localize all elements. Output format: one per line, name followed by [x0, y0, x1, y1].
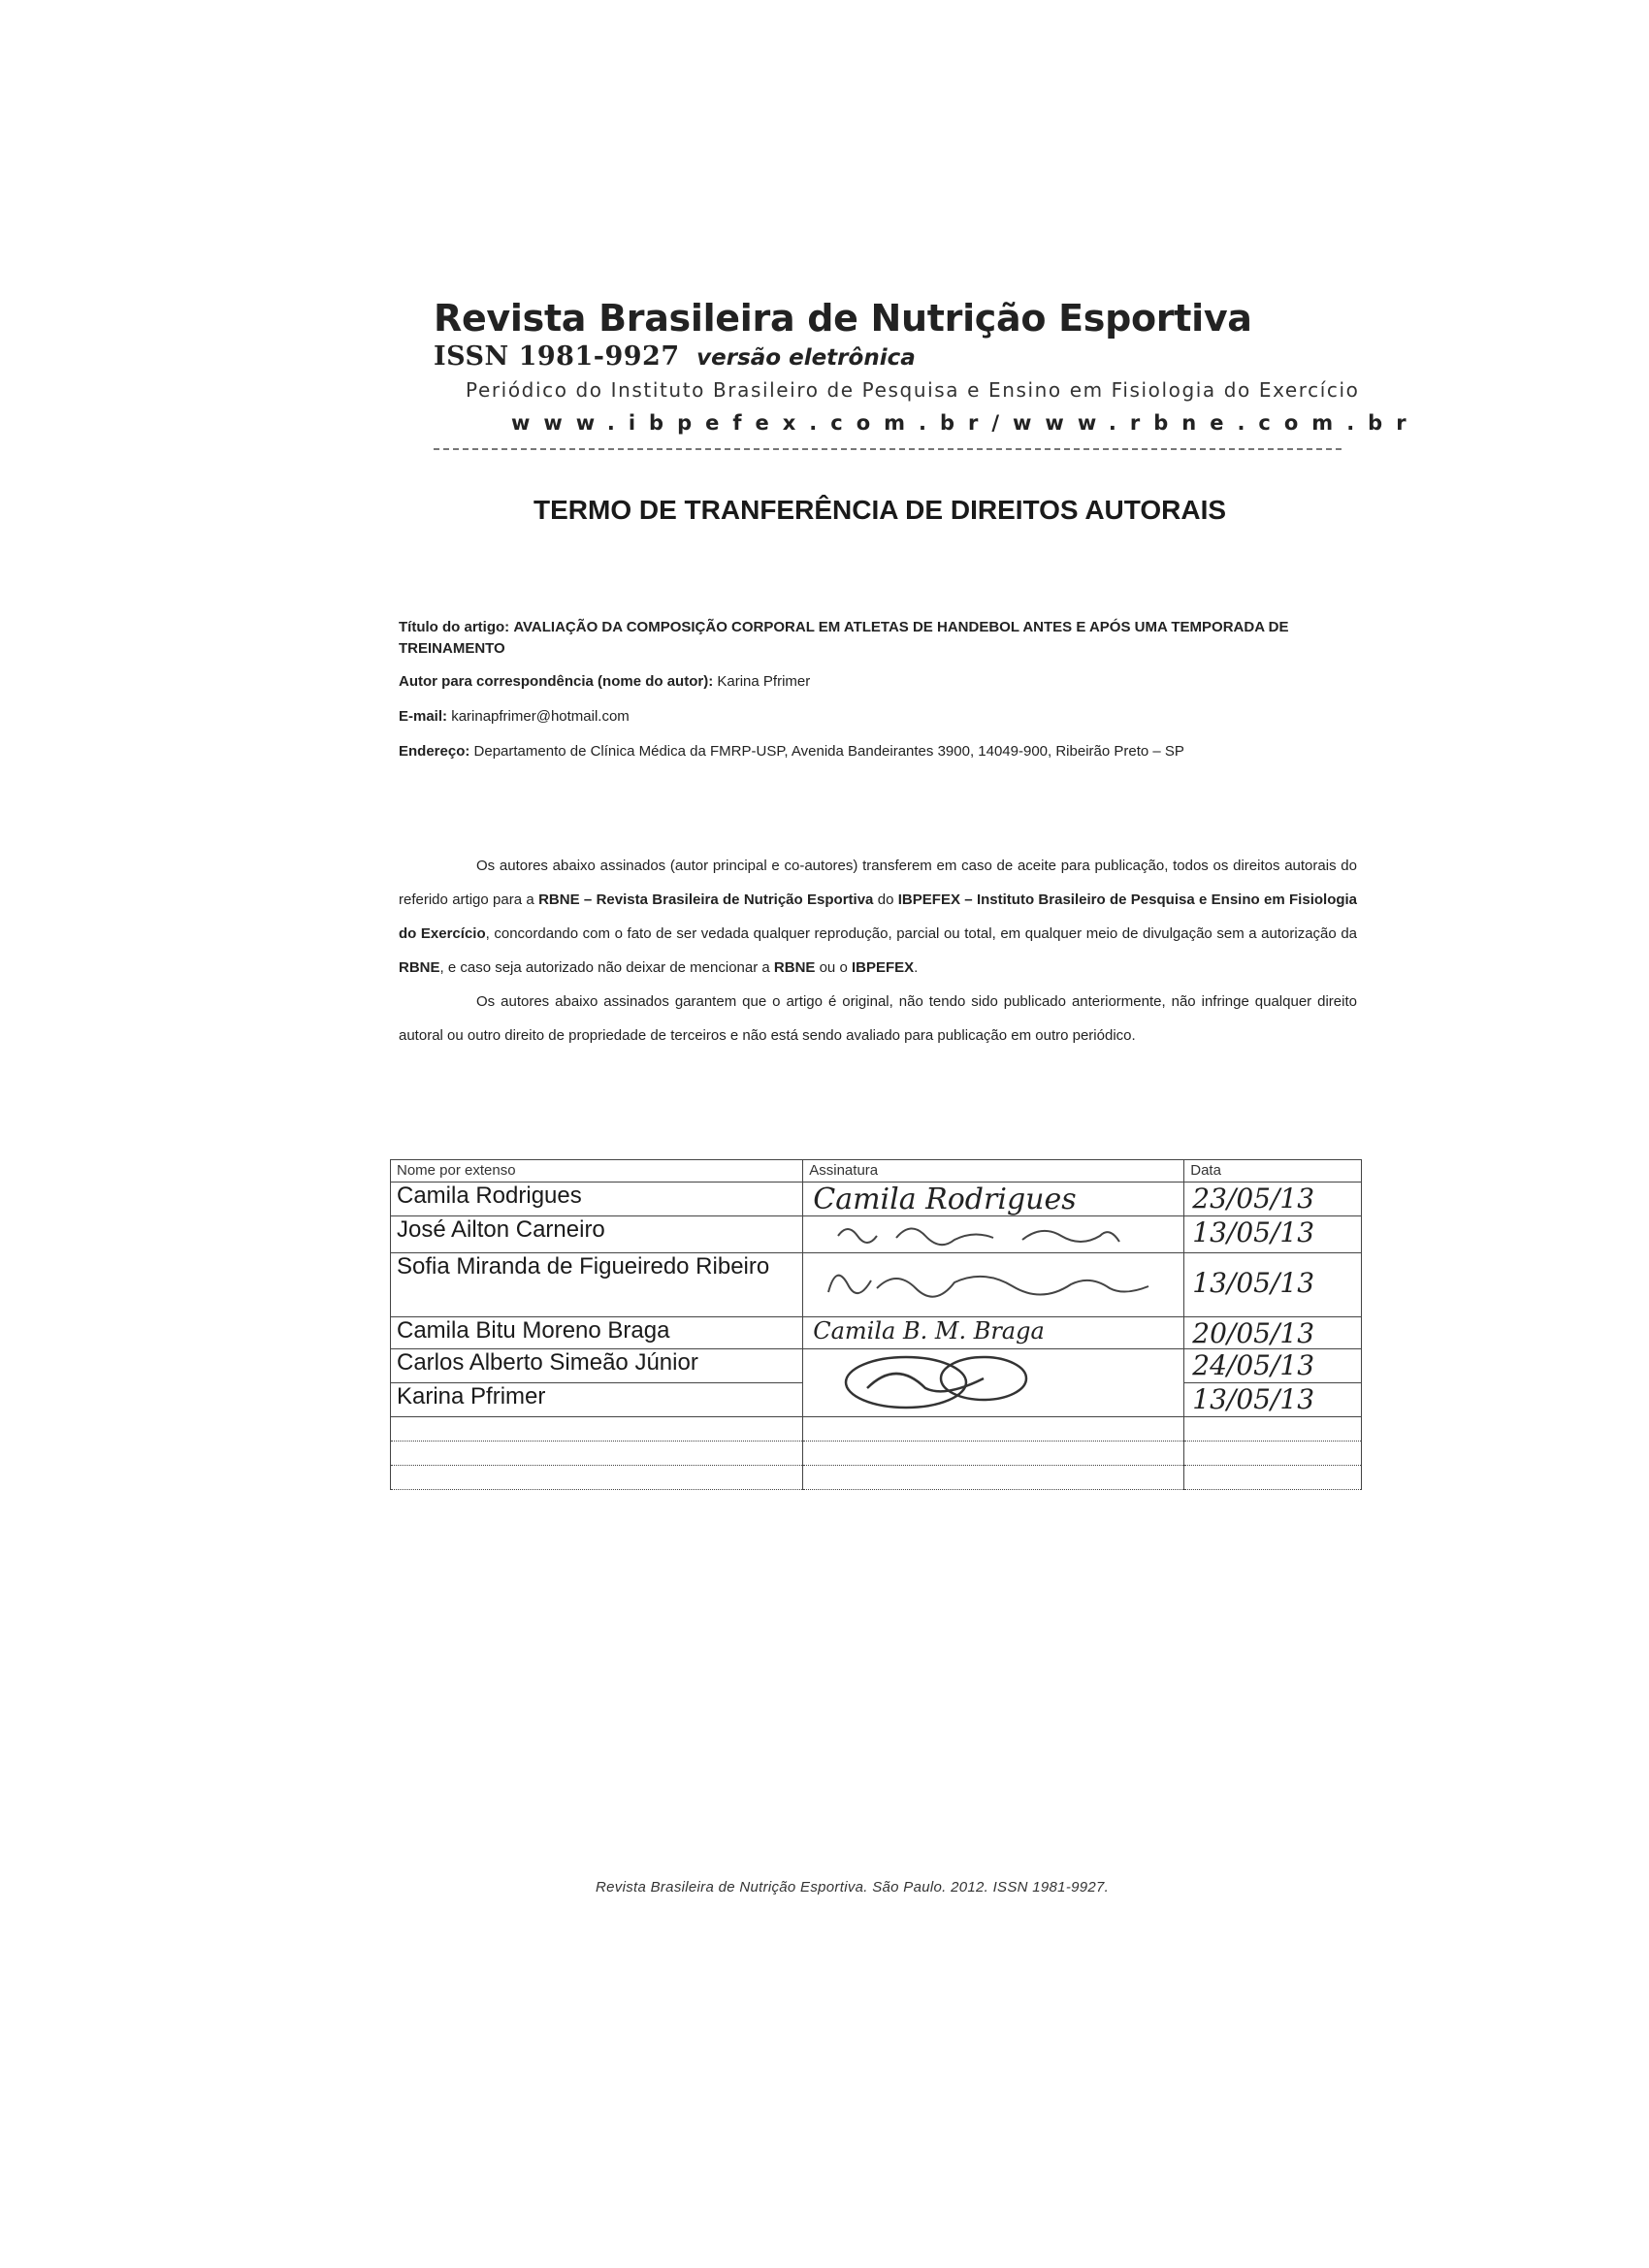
author-name: Sofia Miranda de Figueiredo Ribeiro [391, 1253, 803, 1317]
author-name: Carlos Alberto Simeão Júnior [391, 1349, 803, 1383]
author-name: Karina Pfrimer [391, 1383, 803, 1417]
signature-date: 13/05/13 [1192, 1216, 1315, 1248]
page-footer: Revista Brasileira de Nutrição Esportiva. São Paulo. 2012. ISSN 1981-9927. [596, 1879, 1110, 1895]
transfer-text [399, 849, 1357, 1053]
email-value: karinapfrimer@hotmail.com [451, 708, 630, 725]
author-name: Camila Rodrigues [391, 1183, 803, 1216]
address-row [399, 741, 1330, 762]
signature-cell [803, 1216, 1184, 1253]
table-row [391, 1183, 1362, 1216]
email-row [399, 706, 1330, 728]
signature: Camila Rodrigues [813, 1183, 1077, 1216]
signature-table [390, 1159, 1362, 1490]
article-title-label: Título do artigo: [399, 619, 510, 635]
author-value: Karina Pfrimer [717, 673, 811, 690]
date-cell [1184, 1383, 1362, 1417]
header-date: Data [1184, 1160, 1362, 1183]
signature-cell [803, 1253, 1184, 1317]
signature-date: 13/05/13 [1192, 1383, 1315, 1415]
signature-date: 20/05/13 [1192, 1317, 1315, 1349]
p1-part: do [877, 891, 894, 908]
table-row [391, 1216, 1362, 1253]
p1-rbne-name: RBNE – Revista Brasileira de Nutrição Esportiva [538, 891, 874, 908]
author-name: José Ailton Carneiro [391, 1216, 803, 1253]
address-label: Endereço: [399, 743, 470, 760]
paragraph-2: Os autores abaixo assinados garantem que o artigo é original, não tendo sido publicado anteriormente, não infringe qualquer direito autoral ou outro direito de propriedade de terceiros e não está sendo avaliado para publicação em outro periódico. [399, 993, 1357, 1044]
author-label: Autor para correspondência (nome do autor): [399, 673, 714, 690]
table-row [391, 1349, 1362, 1383]
p1-rbne: RBNE [773, 959, 816, 976]
signature-scribble [809, 1349, 1178, 1411]
p1-part: . [914, 959, 919, 976]
signature-date: 13/05/13 [1192, 1267, 1315, 1299]
signature-date: 24/05/13 [1192, 1349, 1315, 1381]
table-row-empty [391, 1466, 1362, 1490]
signature-cell [803, 1183, 1184, 1216]
date-cell [1184, 1317, 1362, 1349]
date-cell [1184, 1349, 1362, 1383]
table-row [391, 1317, 1362, 1349]
paragraph-1 [399, 849, 1357, 985]
p1-rbne: RBNE [399, 959, 440, 976]
article-title-value: AVALIAÇÃO DA COMPOSIÇÃO CORPORAL EM ATLETAS DE HANDEBOL ANTES E APÓS UMA TEMPORADA DE TREINAMENTO [399, 619, 1289, 657]
journal-header [434, 297, 1336, 374]
p1-ibpefex: IBPEFEX [851, 959, 915, 976]
header-divider [434, 448, 1342, 450]
signature-cell [803, 1317, 1184, 1349]
journal-title: Revista Brasileira de Nutrição Esportiva [434, 297, 1252, 340]
address-value: Departamento de Clínica Médica da FMRP-USP, Avenida Bandeirantes 3900, 14049-900, Ribeirão Preto – SP [473, 743, 1184, 760]
author-row [399, 671, 1330, 693]
periodico-line: Periódico do Instituto Brasileiro de Pesquisa e Ensino em Fisiologia do Exercício [466, 378, 1360, 402]
website-line: www.ibpefex.com.br/www.rbne.com.br [511, 411, 1420, 435]
article-title-row [399, 617, 1330, 660]
date-cell [1184, 1253, 1362, 1317]
issn: ISSN 1981-9927 [434, 341, 680, 372]
date-cell [1184, 1183, 1362, 1216]
signature-scribble [809, 1216, 1178, 1247]
document-title: TERMO DE TRANFERÊNCIA DE DIREITOS AUTORAIS [534, 495, 1227, 525]
table-row-empty [391, 1417, 1362, 1442]
p1-ibpefex-name: IBPEFEX – Instituto Brasileiro de Pesquisa e Ensino em Fisiologia do Exercício [399, 891, 1358, 942]
p1-part: ou o [819, 959, 848, 976]
signature: Camila B. M. Braga [813, 1317, 1045, 1345]
version-label: versão eletrônica [696, 345, 916, 371]
header-signature: Assinatura [803, 1160, 1184, 1183]
p1-part: , concordando com o fato de ser vedada qualquer reprodução, parcial ou total, em qualquer meio de divulgação sem a autorização da [485, 925, 1357, 942]
issn-line [434, 340, 1336, 374]
p1-part: , e caso seja autorizado não deixar de mencionar a [439, 959, 770, 976]
table-header-row [391, 1160, 1362, 1183]
header-name: Nome por extenso [391, 1160, 803, 1183]
article-info [399, 617, 1330, 776]
author-name: Camila Bitu Moreno Braga [391, 1317, 803, 1349]
table-row-empty [391, 1442, 1362, 1466]
email-label: E-mail: [399, 708, 448, 725]
date-cell [1184, 1216, 1362, 1253]
p1-part: Os autores abaixo assinados (autor principal e co-autores) transferem em caso de aceite para publicação, todos os direitos autorais do referido artigo para a [399, 858, 1357, 908]
signature-scribble [809, 1253, 1178, 1312]
signature-date: 23/05/13 [1192, 1183, 1315, 1215]
signature-cell [803, 1349, 1184, 1417]
table-row [391, 1253, 1362, 1317]
